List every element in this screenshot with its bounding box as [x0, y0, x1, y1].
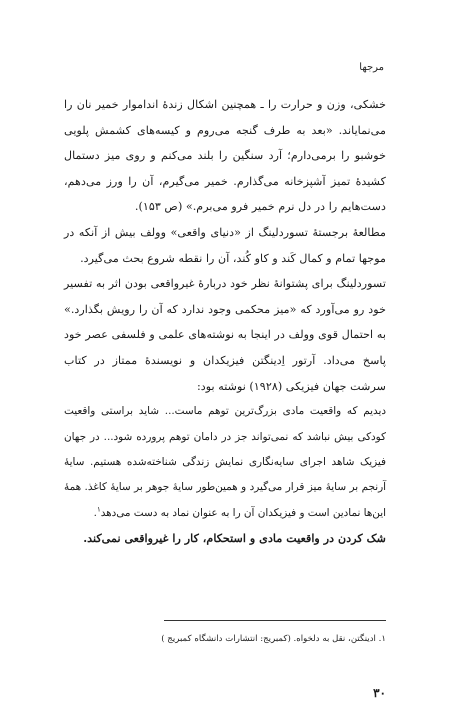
- page-number: ۳۰: [373, 686, 386, 700]
- running-head: مرجها: [359, 62, 384, 73]
- footnote-reference: ۱: [96, 505, 101, 514]
- block-quote-text: دیدیم که واقعیت مادی بزرگ‌ترین توهم ماست... شاید براستی واقعیت کودکی بیش نباشد که نمی‌تواند جز در دامان توهم پرورده شود... در جهان فیزیک شاهد اجرای سایه‌نگاری نمایش زندگی شناخته‌شده هستیم. سایهٔ آرنجم بر سایهٔ میز قرار می‌گیرد و همین‌طور سایهٔ جوهر بر سایهٔ کاغذ. همهٔ این‌ها نمادین است و فیزیکدان آن را به عنوان نماد به دست می‌دهد: [64, 405, 386, 519]
- paragraph-1: خشکی، وزن و حرارت را ـ همچنین اشکال زندهٔ انداموار خمیر نان را می‌نمایاند. «بعد به طرف گنجه می‌روم و کیسه‌های کشمش پلویی خوشبو را برمی‌دارم؛ آرد سنگین را بلند می‌کنم و روی میز دستمال کشیدهٔ تمیز آشپزخانه می‌گذارم. خمیر می‌گیرم، آن را ورز می‌دهم، دست‌هایم را در دل نرم خمیر فرو می‌برم.» (ص ۱۵۳).: [64, 98, 386, 214]
- footnote-divider: [164, 620, 386, 621]
- body-text: [64, 92, 386, 552]
- paragraph-2: مطالعهٔ برجستهٔ تسوردلینگ از «دنیای واقعی» وولف بیش از آنکه در موجها تمام و کمال کَند و کاو کُند، آن را نقطه شروع بحث می‌گیرد.: [64, 225, 386, 265]
- block-quote: دیدیم که واقعیت مادی بزرگ‌ترین توهم ماست... شاید براستی واقعیت کودکی بیش نباشد که نمی‌تواند جز در دامان توهم پرورده شود... در جهان فیزیک شاهد اجرای سایه‌نگاری نمایش زندگی شناخته‌شده هستیم. سایهٔ آرنجم بر سایهٔ میز قرار می‌گیرد و همین‌طور سایهٔ جوهر بر سایهٔ کاغذ. همهٔ این‌ها نمادین است و فیزیکدان آن را به عنوان نماد به دست می‌دهد$^۱$.: [64, 405, 386, 519]
- paragraph-3: تسوردلینگ برای پشتوانهٔ نظر خود دربارهٔ غیرواقعی بودن اثر به تفسیر خود رو می‌آورد که «میز محکمی وجود ندارد که آن را رویش بگذارد.» به احتمال قوی وولف در اینجا به نوشته‌های علمی و فلسفی عصر خود پاسخ می‌داد. آرتور اِدینگتن فیزیکدان و نویسندهٔ ممتاز در کتاب سرشت جهان فیزیکی (۱۹۲۸) نوشته بود:: [64, 277, 386, 393]
- footnote: ۱. ادینگتن، نقل به دلخواه. (کمبریج: انتشارات دانشگاه کمبریج ): [161, 634, 386, 644]
- closing-line: شک کردن در واقعیت مادی و استحکام، کار را غیرواقعی نمی‌کند.: [83, 531, 386, 546]
